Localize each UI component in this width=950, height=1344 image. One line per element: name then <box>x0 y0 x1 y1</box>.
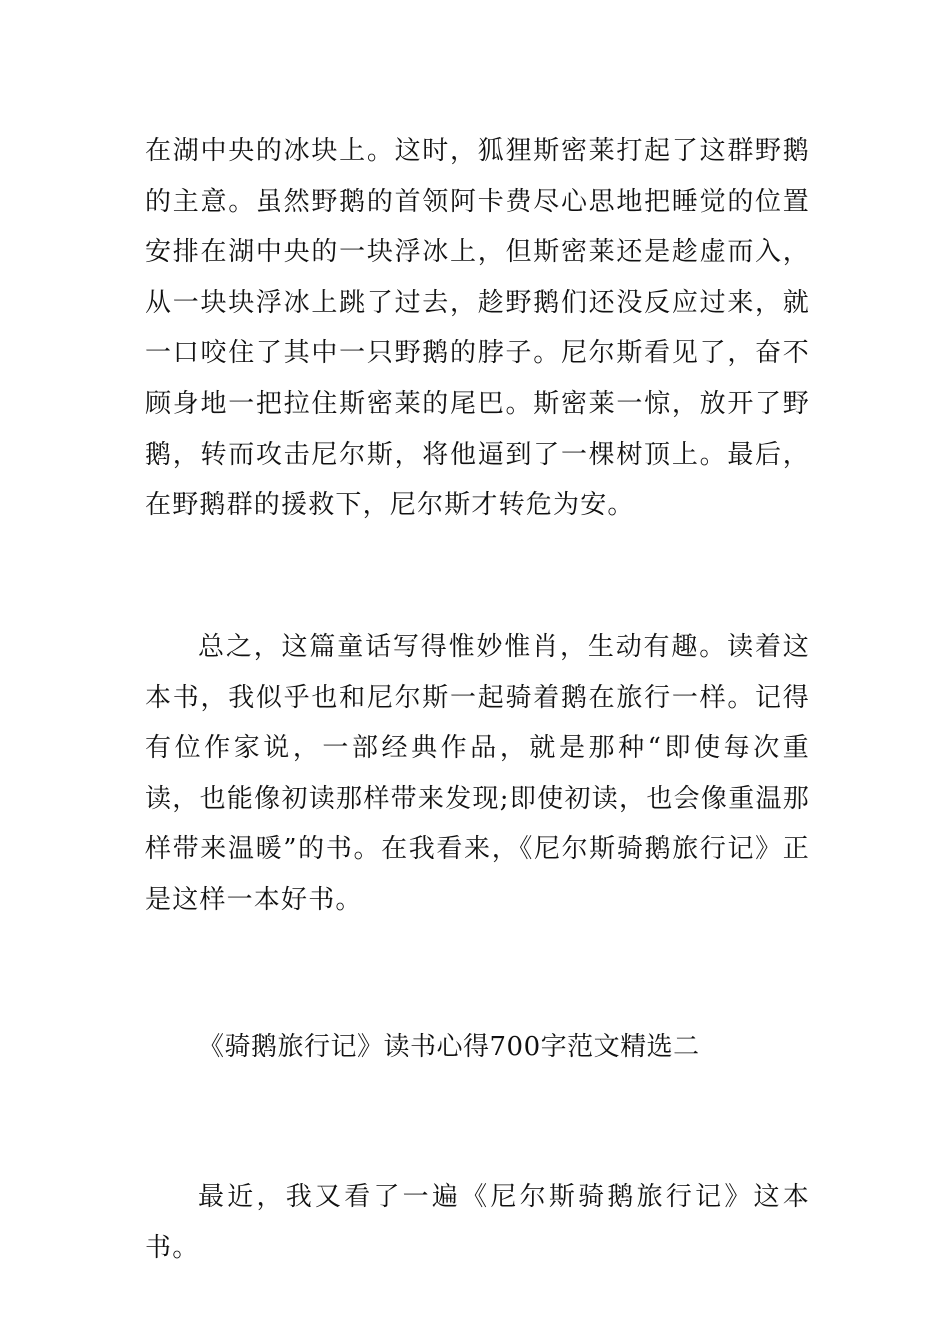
section-heading: 《骑鹅旅行记》读书心得700字范文精选二 <box>198 1032 700 1062</box>
paragraph-story-summary: 在湖中央的冰块上。这时，狐狸斯密莱打起了这群野鹅的主意。虽然野鹅的首领阿卡费尽心思地把睡觉的位置安排在湖中央的一块浮冰上，但斯密莱还是趁虚而入，从一块块浮冰上跳了过去，趁野鹅们还没反应过来，就一口咬住了其中一只野鹅的脖子。尼尔斯看见了，奋不顾身地一把拉住斯密莱的尾巴。斯密莱一惊，放开了野鹅，转而攻击尼尔斯，将他逼到了一棵树顶上。最后，在野鹅群的援救下，尼尔斯才转危为安。 <box>145 136 810 521</box>
paragraph-opening: 最近，我又看了一遍《尼尔斯骑鹅旅行记》这本书。 <box>145 1182 810 1263</box>
paragraph-conclusion: 总之，这篇童话写得惟妙惟肖，生动有趣。读着这本书，我似乎也和尼尔斯一起骑着鹅在旅行一样。记得有位作家说，一部经典作品，就是那种“即使每次重读，也能像初读那样带来发现;即使初读，也会像重温那样带来温暖”的书。在我看来，《尼尔斯骑鹅旅行记》正是这样一本好书。 <box>145 632 810 915</box>
